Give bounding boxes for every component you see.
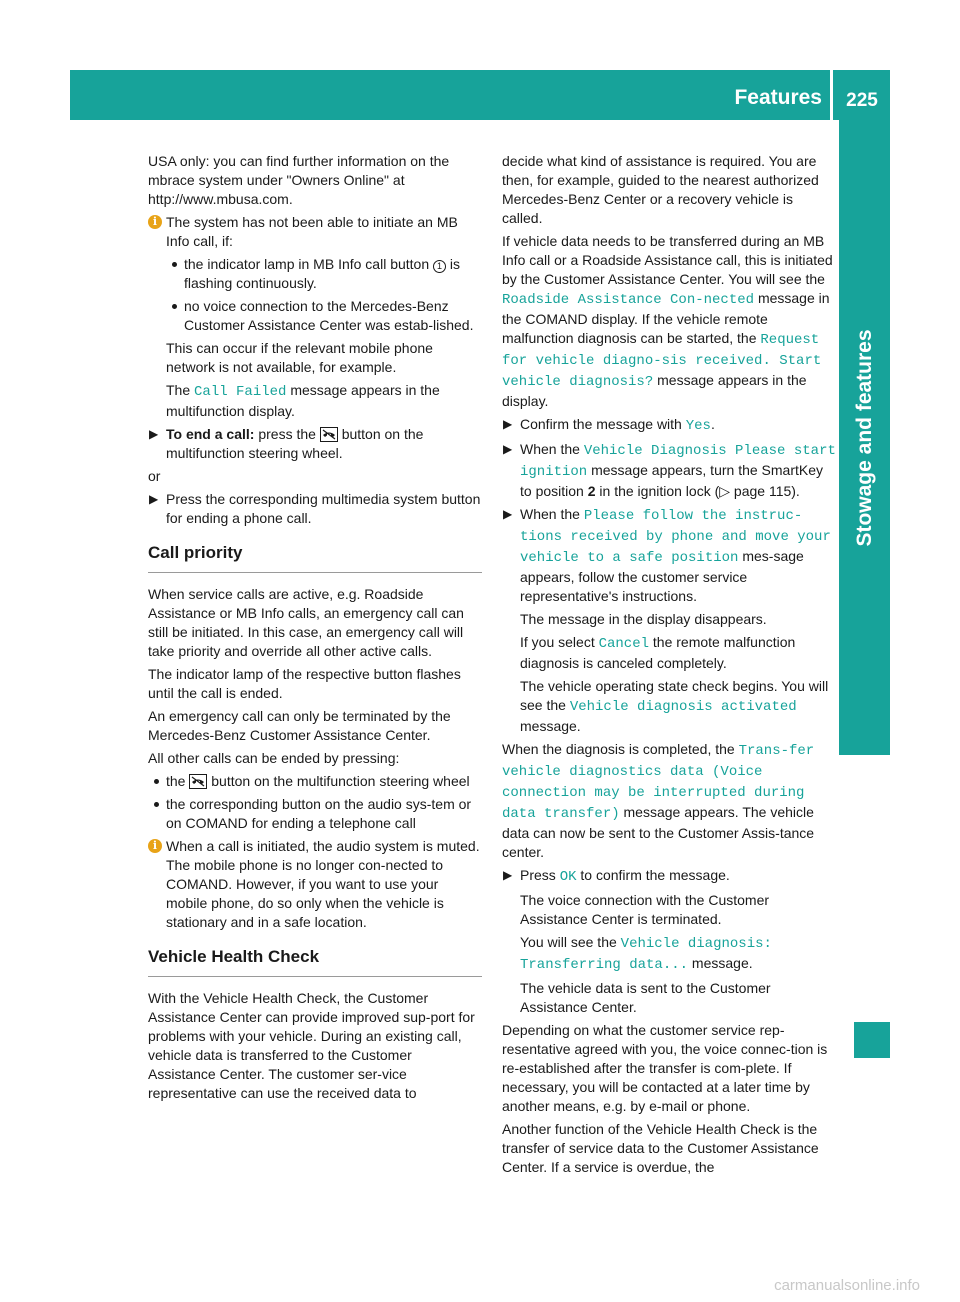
section-title: Features [734, 86, 822, 109]
info-note [148, 837, 482, 932]
arrow-right-icon: ▶ [503, 507, 513, 521]
page-number: 225 [846, 90, 878, 111]
text: mes-sage appears, follow the customer service representative's instructions. [520, 548, 804, 604]
paragraph: An emergency call can only be terminated by the Mercedes-Benz Customer Assistance Center. [148, 708, 451, 743]
text: to confirm the message. [580, 867, 730, 883]
paragraph: USA only: you can find further information on the mbrace system under "Owners Online" at http://www.mbusa.com. [148, 153, 450, 207]
display-message: Vehicle diagnosis activated [569, 699, 797, 715]
display-message: Cancel [598, 636, 650, 652]
display-message: Request for vehicle diagno-sis received. Start vehicle diagnosis? [502, 332, 822, 390]
bullet-dot [154, 802, 159, 807]
paragraph: Another function of the Vehicle Health Check is the transfer of service data to the Customer Assistance Center. If a service is overdue, the [502, 1121, 819, 1175]
text: message. [520, 718, 581, 734]
arrow-right-icon: ▶ [503, 868, 513, 882]
paragraph [520, 933, 836, 975]
step-item [148, 490, 482, 528]
text: You will see the [520, 934, 617, 950]
text: message appears, turn the SmartKey to position [520, 462, 824, 499]
page-header-bar [70, 70, 890, 120]
section-heading: Call priority [148, 542, 482, 573]
display-message: Vehicle Diagnosis Please start ignition [520, 443, 836, 480]
paragraph [520, 677, 836, 736]
text: message appears in the display. [502, 372, 807, 409]
display-message: Please follow the instruc-tions received by phone and move your vehicle to a safe position [520, 508, 831, 566]
bullet-dot [172, 304, 177, 309]
paragraph: This can occur if the relevant mobile phone network is not available, for example. [166, 340, 433, 375]
info-note [148, 213, 482, 251]
arrow-right-icon: ▶ [503, 417, 513, 431]
paragraph [502, 740, 836, 862]
step-item [502, 866, 836, 887]
list-item [166, 297, 482, 335]
text: The [166, 382, 191, 398]
text: When the [520, 441, 580, 457]
phone-end-icon [189, 774, 207, 789]
step-item [148, 425, 482, 463]
paragraph: With the Vehicle Health Check, the Customer Assistance Center can provide improved sup-port for problems with your vehicle. During an existing call, vehicle data is transferred to the Customer Assistance Center. The customer ser-vice representative can use the received data to [148, 990, 475, 1101]
text: message appears. The vehicle data can now be sent to the Customer Assis-tance center. [502, 804, 815, 860]
paragraph: or [148, 468, 161, 484]
text: in the ignition lock ( [599, 483, 720, 499]
text: the remote malfunction diagnosis is canceled completely. [520, 634, 796, 671]
paragraph: The vehicle data is sent to the Customer Assistance Center. [520, 980, 771, 1015]
display-message: Yes [685, 418, 711, 434]
paragraph [166, 381, 482, 421]
chapter-label: Stowage and features [852, 328, 876, 547]
paragraph: All other calls can be ended by pressing: [148, 750, 400, 766]
list-text: no voice connection to the Mercedes-Benz Customer Assistance Center was estab-lished. [184, 298, 474, 333]
text: press the [258, 426, 316, 442]
display-message: Roadside Assistance Con-nected [502, 292, 755, 308]
text: message in the COMAND display. If the vehicle remote malfunction diagnosis can be started, the [502, 290, 830, 346]
phone-end-icon [320, 427, 338, 442]
list-item [148, 772, 482, 791]
info-icon: i [148, 215, 162, 229]
paragraph: decide what kind of assistance is required. You are then, for example, guided to the nearest authorized Mercedes-Benz Center or a recovery vehicle is called. [502, 153, 819, 226]
text: . [710, 416, 715, 432]
left-column [148, 152, 482, 1107]
text: When the diagnosis is completed, the [502, 741, 735, 757]
display-message: Trans-fer vehicle diagnostics data (Voice connection may be interrupted during data transfer) [502, 743, 815, 822]
info-text: When a call is initiated, the audio system is muted. The mobile phone is no longer con-nected to COMAND. However, if you want to use your mobile phone, do so only when the vehicle is stationary and in a safe location. [166, 838, 480, 930]
info-icon: i [148, 839, 162, 853]
text: button on the multifunction steering wheel [211, 773, 470, 789]
list-text: the indicator lamp in MB Info call button [184, 256, 430, 272]
step-item [502, 505, 836, 606]
paragraph: When service calls are active, e.g. Roadside Assistance or MB Info calls, an emergency call can still be initiated. In this case, an emergency call will take priority and override all other active calls. [148, 586, 464, 659]
text: The vehicle operating state check begins. You will see the [520, 678, 829, 713]
info-text: The system has not been able to initiate an MB Info call, if: [166, 214, 458, 249]
text: If vehicle data needs to be transferred during an MB Info call or a Roadside Assistance call, this is initiated by the Customer Assistance Center. You will see the [502, 233, 833, 287]
text: Press [520, 867, 556, 883]
text: message appears in the multifunction display. [166, 382, 440, 419]
text: message. [691, 955, 753, 971]
arrow-right-icon: ▶ [149, 492, 159, 506]
watermark: carmanualsonline.info [774, 1277, 920, 1294]
text: ). [791, 483, 800, 499]
list-item [148, 795, 482, 833]
display-message: Vehicle diagnosis: Transferring data... [520, 936, 772, 973]
header-separator [830, 70, 833, 120]
paragraph: The voice connection with the Customer Assistance Center is terminated. [520, 892, 770, 927]
paragraph: The indicator lamp of the respective button flashes until the call is ended. [148, 666, 461, 701]
page-ref-icon: ▷ [719, 483, 734, 499]
list-text: is flashing continuously. [184, 256, 461, 291]
step-label: To end a call: [166, 426, 255, 442]
position-number: 2 [587, 483, 596, 499]
right-column [502, 152, 836, 1181]
bullet-dot [172, 262, 177, 267]
display-message: Call Failed [194, 384, 287, 400]
text: the corresponding button on the audio sys-tem or on COMAND for ending a telephone call [166, 796, 472, 831]
chapter-tab [839, 120, 890, 755]
step-item [502, 440, 836, 501]
section-heading: Vehicle Health Check [148, 946, 482, 977]
text: the [166, 773, 186, 789]
bullet-dot [154, 779, 159, 784]
paragraph [520, 633, 836, 673]
text: button on the multifunction steering wheel. [166, 426, 424, 461]
page-reference[interactable]: page 115 [733, 483, 792, 499]
display-message: OK [559, 869, 577, 885]
step-item [502, 415, 836, 436]
paragraph [502, 232, 836, 411]
arrow-right-icon: ▶ [503, 442, 513, 456]
arrow-right-icon: ▶ [149, 427, 159, 441]
list-item [166, 255, 482, 293]
text: Press the corresponding multimedia system button for ending a phone call. [166, 491, 481, 526]
text: Confirm the message with [520, 416, 682, 432]
text: When the [520, 506, 580, 522]
paragraph: Depending on what the customer service rep-resentative agreed with you, the voice connec-tion is re-established after the transfer is com-plete. If necessary, you will be contacted at a later time by another means, e.g. by e-mail or phone. [502, 1022, 828, 1114]
text: If you select [520, 634, 595, 650]
thumb-index-marker [854, 1022, 890, 1058]
callout-number-icon: 1 [433, 260, 446, 273]
paragraph: The message in the display disappears. [520, 611, 767, 627]
